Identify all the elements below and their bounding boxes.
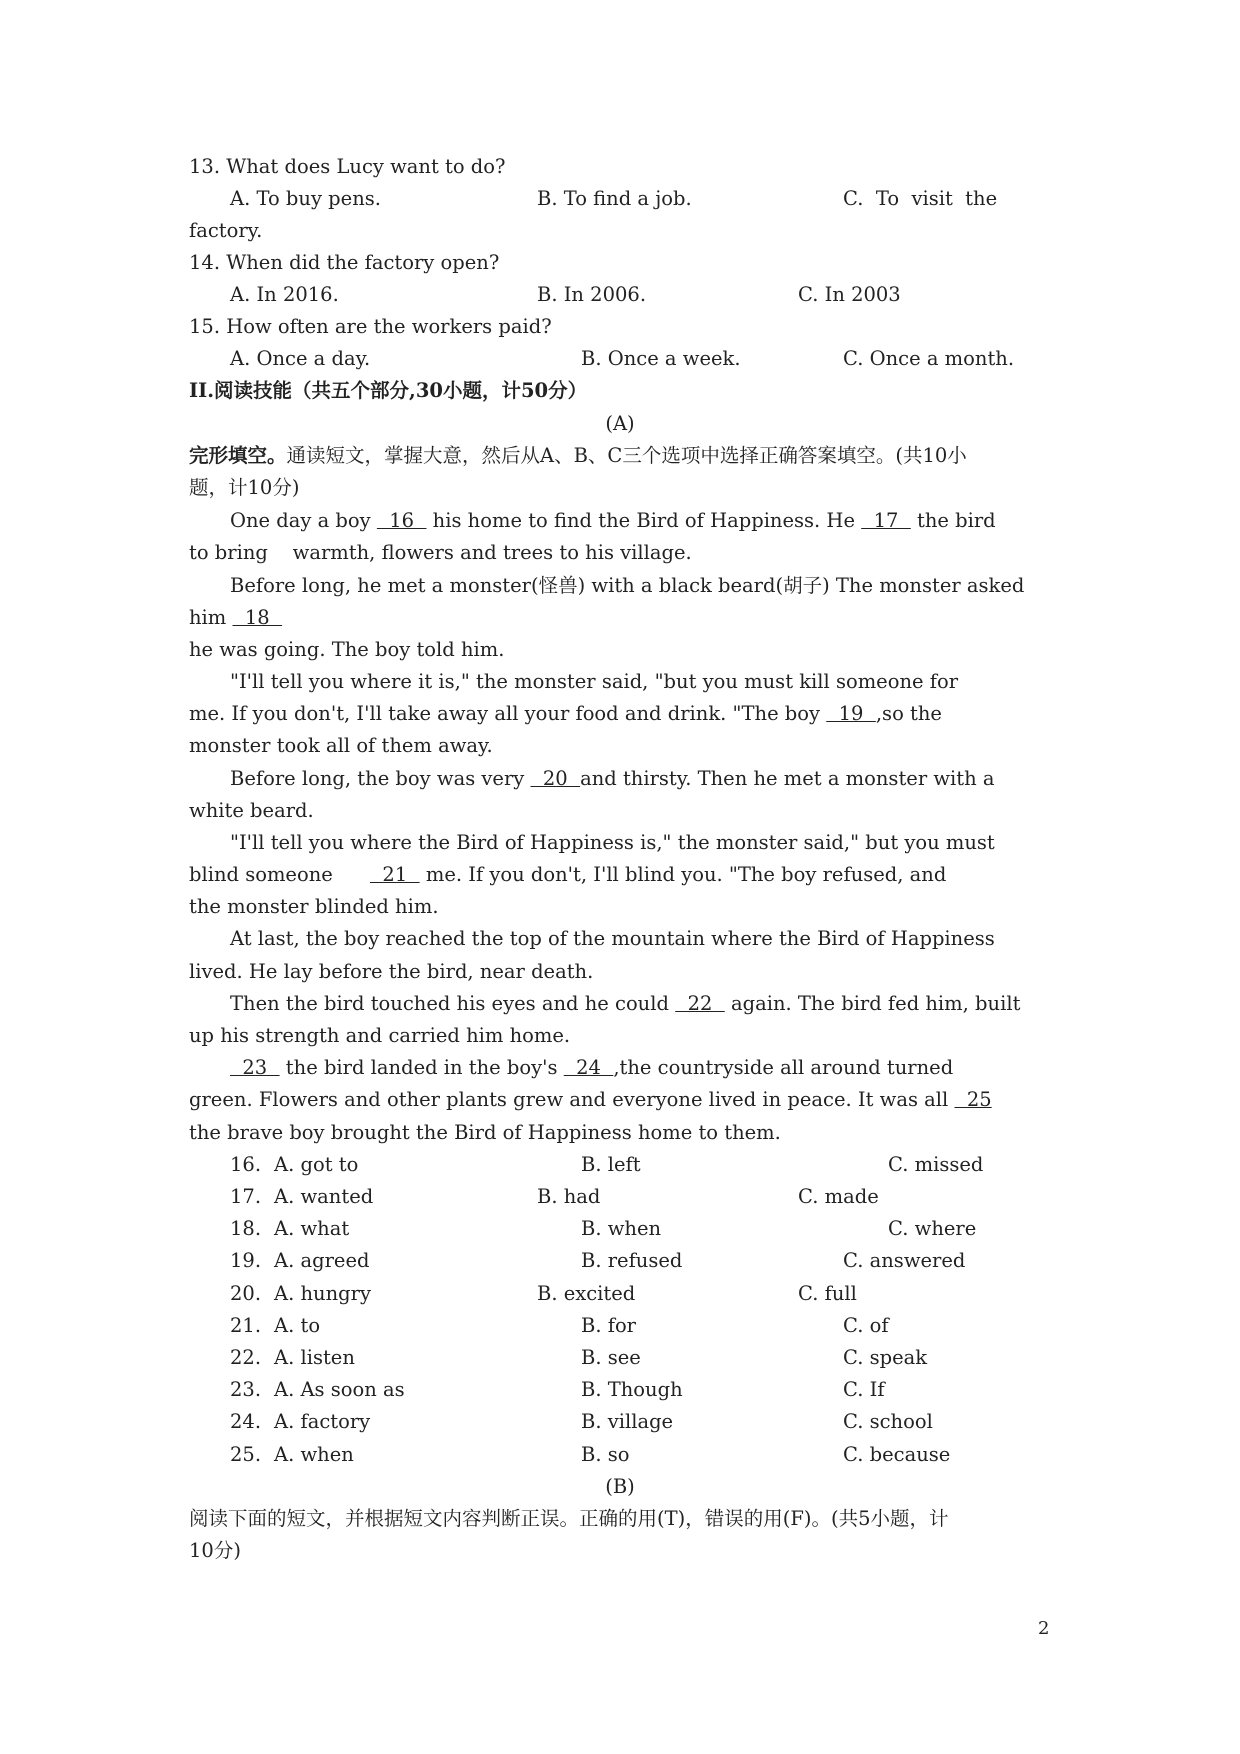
option-c: C. made (798, 1185, 879, 1208)
passage-line (230, 1052, 953, 1084)
option-number: 22. (230, 1346, 262, 1369)
q13-option-c-cont: factory. (189, 219, 263, 242)
option-a: A. listen (274, 1346, 355, 1369)
passage-line: up his strength and carried him home. (189, 1024, 571, 1047)
option-number: 18. (230, 1217, 262, 1240)
option-a: A. As soon as (274, 1378, 405, 1401)
option-b: B. excited (537, 1282, 636, 1305)
page-number: 2 (1038, 1618, 1050, 1639)
option-b: B. refused (581, 1249, 683, 1272)
option-c: C. answered (843, 1249, 966, 1272)
option-a: A. when (274, 1443, 354, 1466)
q13-option-b: B. To find a job. (537, 187, 692, 210)
passage-line (189, 698, 942, 730)
q14-option-a: A. In 2016. (230, 283, 339, 306)
option-number: 20. (230, 1282, 262, 1305)
q15-option-a: A. Once a day. (230, 347, 371, 370)
passage-line: "I'll tell you where the Bird of Happiness is," the monster said," but you must (230, 831, 995, 854)
part-b-instruction-cont: 10分) (189, 1539, 241, 1562)
passage-text: me. If you don't, I'll take away all your food and drink. "The boy (189, 702, 827, 725)
question-14: 14. When did the factory open? (189, 251, 500, 274)
q15-option-b: B. Once a week. (581, 347, 741, 370)
option-c: C. because (843, 1443, 951, 1466)
passage-line (189, 859, 946, 891)
option-number: 21. (230, 1314, 262, 1337)
passage-text: blind someone (189, 863, 371, 886)
q13-option-c: C. To visit the (843, 187, 998, 210)
option-b: B. see (581, 1346, 641, 1369)
option-a: A. what (274, 1217, 350, 1240)
passage-text: green. Flowers and other plants grew and everyone lived in peace. It was all (189, 1088, 955, 1111)
blank-20: 20 (530, 767, 581, 790)
option-c: C. full (798, 1282, 857, 1305)
passage-line (189, 1084, 992, 1116)
option-number: 16. (230, 1153, 262, 1176)
passage-text: ,so the (875, 702, 942, 725)
passage-text: me. If you don't, I'll blind you. "The boy refused, and (419, 863, 947, 886)
instruction-bold: 完形填空。 (189, 444, 287, 467)
passage-line: "I'll tell you where it is," the monster said, "but you must kill someone for (230, 670, 959, 693)
q14-option-b: B. In 2006. (537, 283, 647, 306)
passage-line (230, 763, 994, 795)
option-b: B. Though (581, 1378, 683, 1401)
passage-line (230, 988, 1020, 1020)
option-a: A. wanted (274, 1185, 374, 1208)
option-b: B. when (581, 1217, 662, 1240)
part-a-label: (A) (605, 412, 635, 435)
blank-22: 22 (675, 992, 725, 1015)
part-a-instruction-cont: 题，计10分) (189, 476, 300, 499)
passage-line (230, 505, 996, 537)
blank-24: 24 (563, 1056, 614, 1079)
option-b: B. village (581, 1410, 674, 1433)
passage-line (189, 602, 282, 634)
instruction-text: 通读短文，掌握大意，然后从A、B、C三个选项中选择正确答案填空。(共10小 (286, 444, 967, 467)
passage-line: he was going. The boy told him. (189, 638, 505, 661)
blank-23: 23 (230, 1056, 280, 1079)
option-b: B. left (581, 1153, 641, 1176)
part-a-instruction (189, 440, 967, 472)
option-c: C. If (843, 1378, 885, 1401)
option-number: 19. (230, 1249, 262, 1272)
passage-line: monster took all of them away. (189, 734, 493, 757)
option-c: C. speak (843, 1346, 928, 1369)
option-number: 25. (230, 1443, 262, 1466)
passage-text: and thirsty. Then he met a monster with a (580, 767, 995, 790)
option-a: A. factory (274, 1410, 371, 1433)
passage-line: to bring warmth, flowers and trees to his village. (189, 541, 692, 564)
passage-text: him (189, 606, 233, 629)
passage-text: the bird (910, 509, 996, 532)
q14-option-c: C. In 2003 (798, 283, 901, 306)
option-c: C. where (888, 1217, 977, 1240)
passage-text: the bird landed in the boy's (279, 1056, 564, 1079)
option-number: 23. (230, 1378, 262, 1401)
part-b-instruction: 阅读下面的短文，并根据短文内容判断正误。正确的用(T)，错误的用(F)。(共5小题，计 (189, 1507, 949, 1530)
part-b-label: (B) (605, 1475, 635, 1498)
option-a: A. to (274, 1314, 321, 1337)
option-c: C. missed (888, 1153, 984, 1176)
q15-option-c: C. Once a month. (843, 347, 1015, 370)
passage-text: ,the countryside all around turned (613, 1056, 954, 1079)
option-c: C. school (843, 1410, 933, 1433)
option-a: A. got to (274, 1153, 359, 1176)
option-c: C. of (843, 1314, 889, 1337)
blank-21: 21 (370, 863, 420, 886)
option-number: 24. (230, 1410, 262, 1433)
option-a: A. hungry (274, 1282, 371, 1305)
passage-text: again. The bird fed him, built (724, 992, 1021, 1015)
passage-line: Before long, he met a monster(怪兽) with a black beard(胡子) The monster asked (230, 574, 1025, 597)
passage-text: One day a boy (230, 509, 377, 532)
blank-25: 25 (954, 1088, 992, 1111)
blank-19: 19 (826, 702, 876, 725)
passage-line: the brave boy brought the Bird of Happiness home to them. (189, 1121, 781, 1144)
passage-line: At last, the boy reached the top of the mountain where the Bird of Happiness (230, 927, 995, 950)
passage-text: Before long, the boy was very (230, 767, 531, 790)
option-b: B. for (581, 1314, 637, 1337)
passage-line: white beard. (189, 799, 314, 822)
blank-16: 16 (376, 509, 427, 532)
option-number: 17. (230, 1185, 262, 1208)
passage-text: Then the bird touched his eyes and he could (230, 992, 676, 1015)
blank-18: 18 (232, 606, 283, 629)
passage-text: his home to find the Bird of Happiness. He (426, 509, 862, 532)
passage-line: lived. He lay before the bird, near death. (189, 960, 594, 983)
blank-17: 17 (861, 509, 911, 532)
option-b: B. had (537, 1185, 601, 1208)
option-a: A. agreed (274, 1249, 370, 1272)
passage-line: the monster blinded him. (189, 895, 439, 918)
question-13: 13. What does Lucy want to do? (189, 155, 506, 178)
q13-option-a: A. To buy pens. (230, 187, 381, 210)
section-title: II.阅读技能（共五个部分,30小题，计50分） (189, 379, 588, 402)
question-15: 15. How often are the workers paid? (189, 315, 552, 338)
option-b: B. so (581, 1443, 630, 1466)
